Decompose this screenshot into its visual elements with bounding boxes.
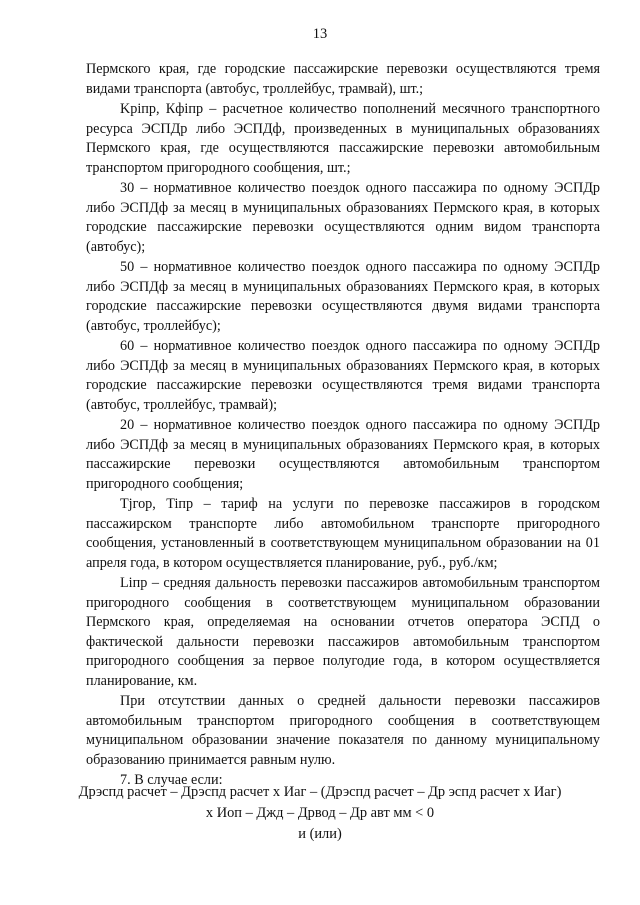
paragraph: 20 – нормативное количество поездок одного пассажира по одному ЭСПДр либо ЭСПДф за месяц в муниципальных образованиях Пермского края, в которых пассажирские перевозки осуществляются автомобильным транспортом пригородного сообщения; bbox=[86, 417, 600, 492]
paragraph: Пермского края, где городские пассажирские перевозки осуществляются тремя видами транспорта (автобус, троллейбус, трамвай), шт.; bbox=[86, 61, 600, 97]
paragraph: 60 – нормативное количество поездок одного пассажира по одному ЭСПДр либо ЭСПДф за месяц в муниципальных образованиях Пермского края, в которых городские пассажирские перевозки осуществляются тремя видами транспорта (автобус, троллейбус, трамвай); bbox=[86, 338, 600, 413]
paragraph: Tjгор, Tiпр – тариф на услуги по перевозке пассажиров в городском пассажирском транспорте либо автомобильном транспорте пригородного сообщения, установленный в соответствующем муниципальном образовании на 01 апреля года, в котором осуществляется планирование, руб., руб./км; bbox=[86, 496, 600, 571]
body-text bbox=[86, 60, 600, 791]
paragraph: Liпр – средняя дальность перевозки пассажиров автомобильным транспортом пригородного сообщения в соответствующем муниципальном образовании Пермского края, определяемая на основании отчетов оператора ЭСПД о фактической дальности перевозки пассажиров автомобильным транспортом пригородного сообщения за первое полугодие года, в котором осуществляется планирование, км. bbox=[86, 575, 600, 689]
paragraph: 30 – нормативное количество поездок одного пассажира по одному ЭСПДр либо ЭСПДф за месяц в муниципальных образованиях Пермского края, в которых городские пассажирские перевозки осуществляются одним видом транспорта (автобус); bbox=[86, 180, 600, 255]
paragraph: 50 – нормативное количество поездок одного пассажира по одному ЭСПДр либо ЭСПДф за месяц в муниципальных образованиях Пермского края, в которых городские пассажирские перевозки осуществляются двумя видами транспорта (автобус, троллейбус); bbox=[86, 259, 600, 334]
page-number: 13 bbox=[312, 26, 328, 42]
paragraph: При отсутствии данных о средней дальности перевозки пассажиров автомобильным транспортом пригородного сообщения в соответствующем муниципальном образовании значение показателя по данному муниципальному образованию принимается равным нулю. bbox=[86, 693, 600, 768]
formula-line: Дрэспд расчет – Дрэспд расчет х Иаг – (Дрэспд расчет – Др эспд расчет х Иаг) bbox=[78, 784, 562, 800]
paragraph: 7. В случае если: bbox=[120, 772, 223, 788]
paragraph: Kpiпр, Кфiпр – расчетное количество пополнений месячного транспортного ресурса ЭСПДр либо ЭСПДф, произведенных в муниципальных образованиях Пермского края, где осуществляются пассажирские перевозки автомобильным транспортом пригородного сообщения, шт.; bbox=[86, 101, 600, 176]
formula-line: и (или) bbox=[298, 826, 342, 842]
formula bbox=[0, 782, 640, 845]
formula-line: х Иоп – Джд – Дрвод – Др авт мм < 0 bbox=[205, 805, 435, 821]
